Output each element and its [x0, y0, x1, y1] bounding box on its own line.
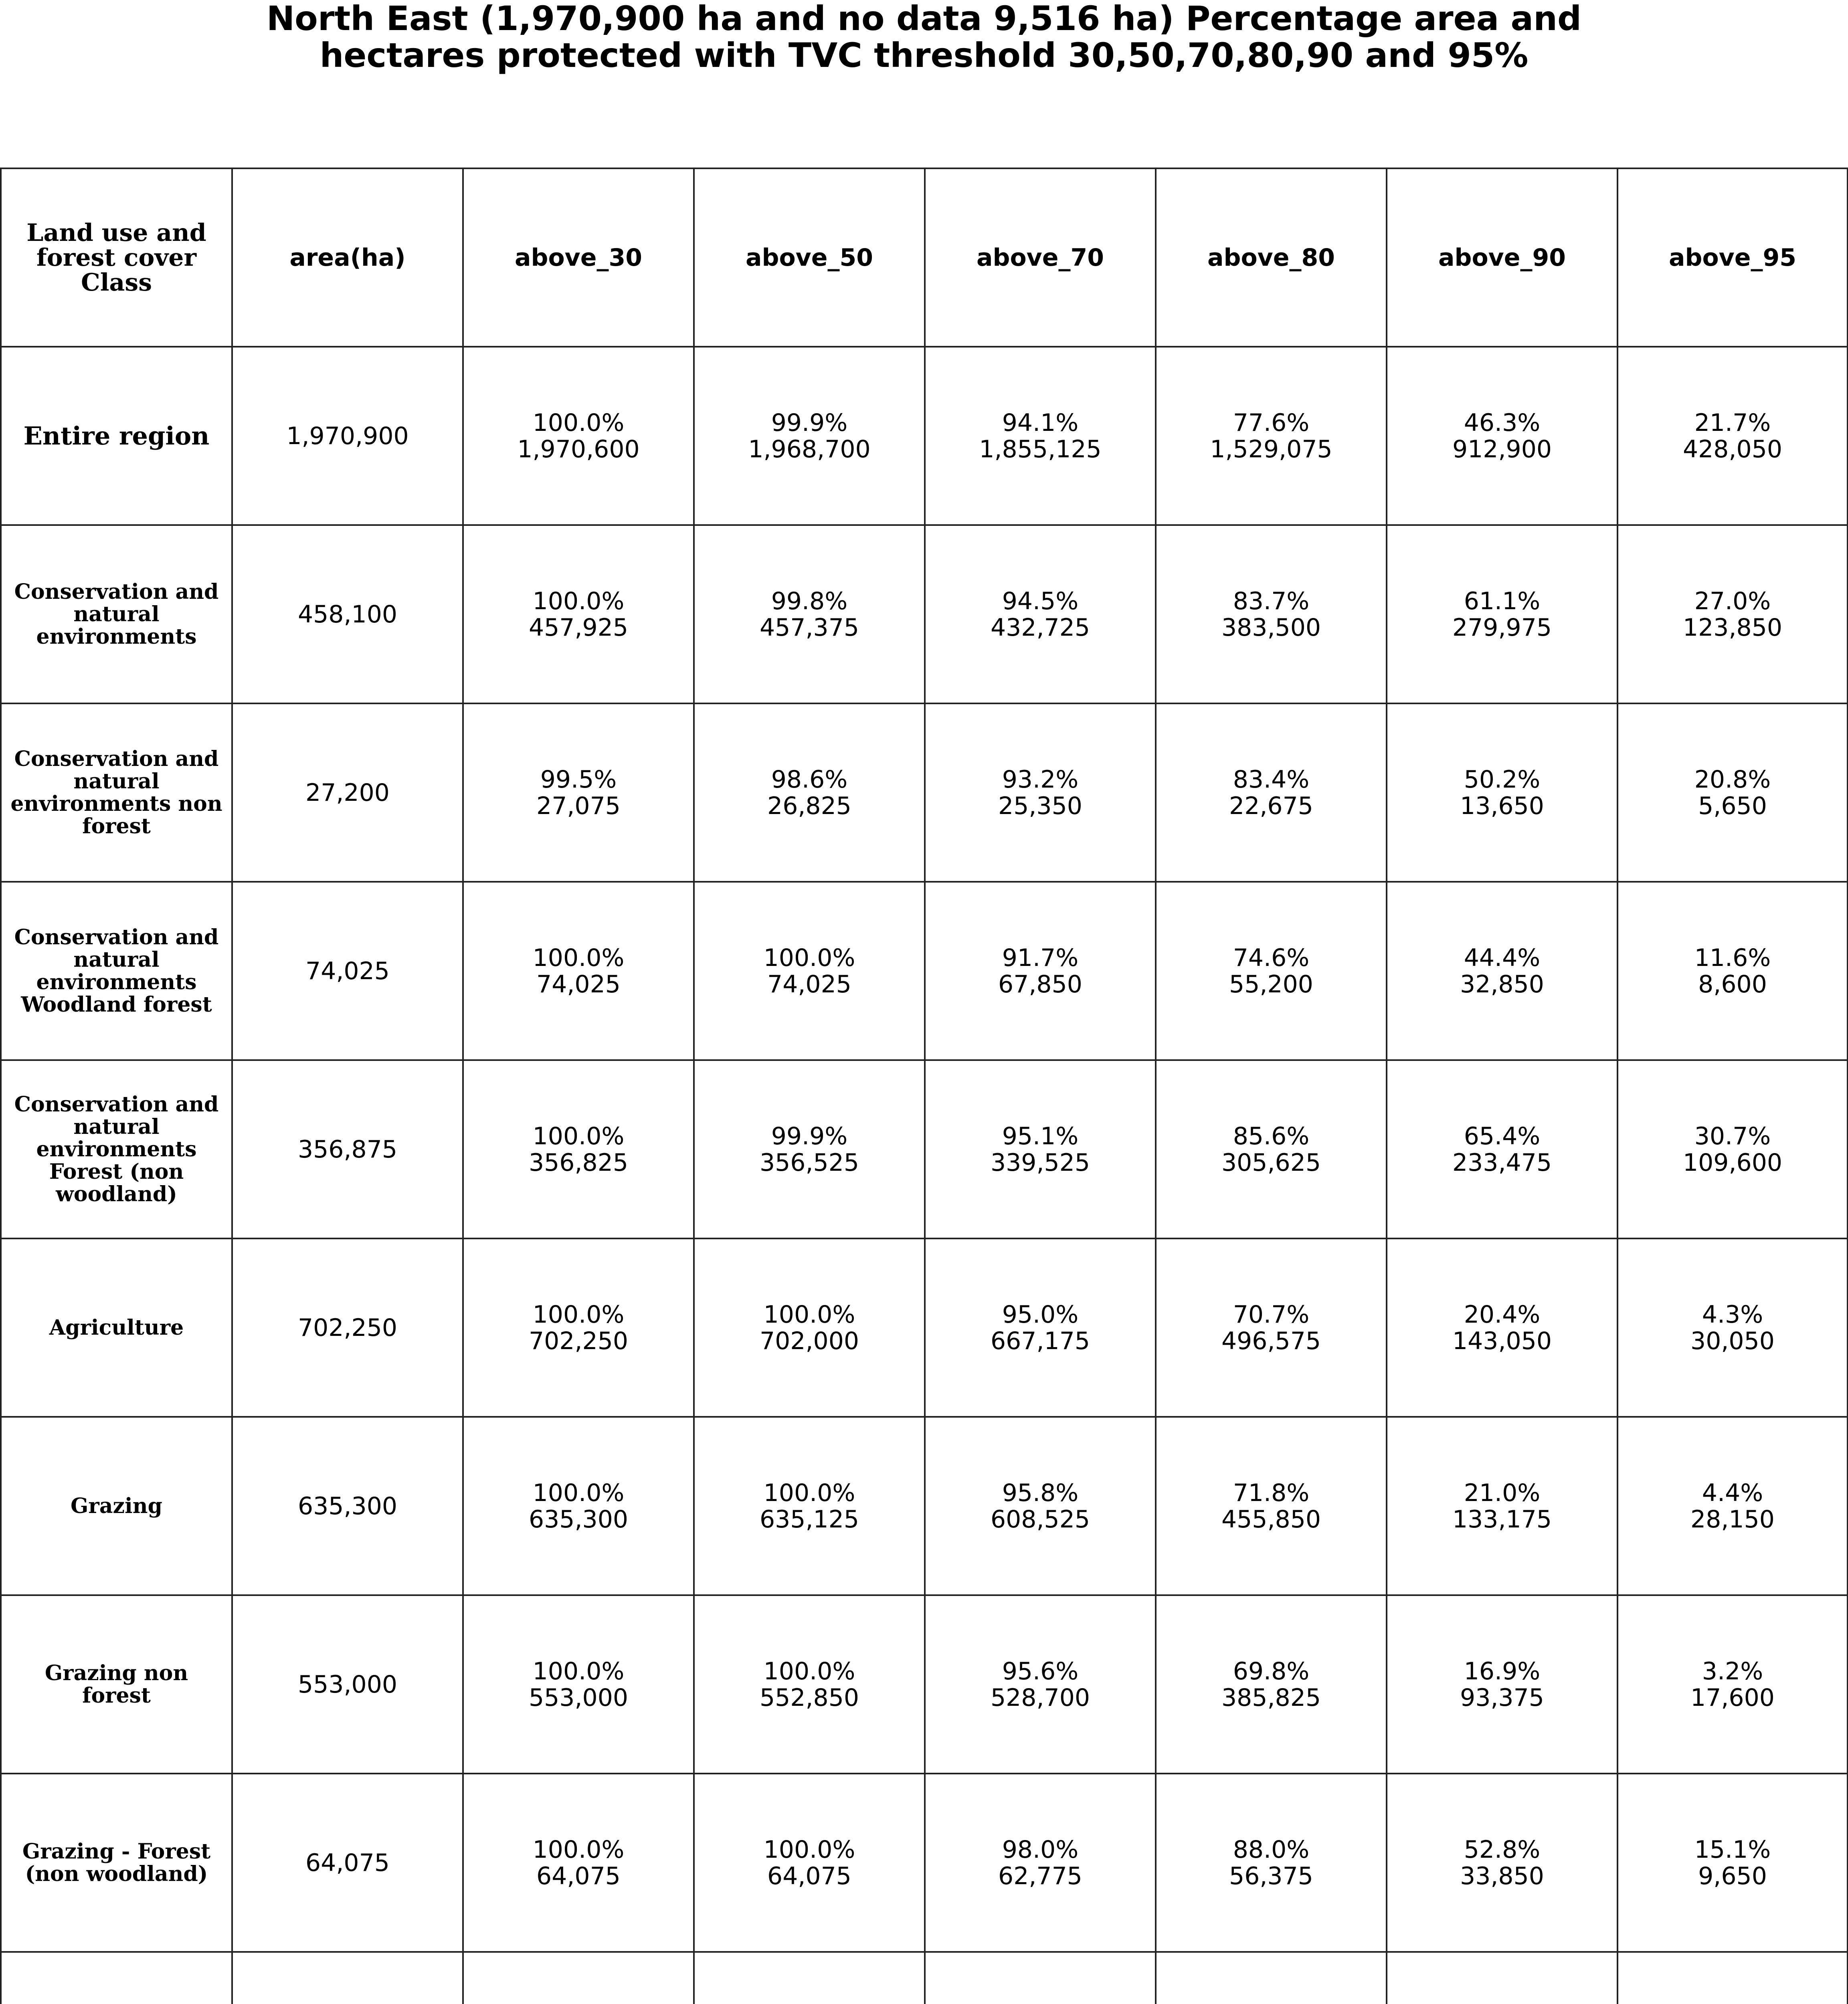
- cell-percent: 95.6%: [1002, 1657, 1079, 1685]
- threshold-cell: [694, 1774, 925, 1952]
- cell-hectares: 56,375: [1229, 1862, 1313, 1890]
- cell-hectares: 22,675: [1229, 792, 1313, 820]
- cell-percent: 74.6%: [1233, 943, 1310, 972]
- row-class-label: Entire region: [1, 347, 232, 525]
- table-row: [1, 1060, 1848, 1238]
- threshold-cell: [694, 703, 925, 882]
- row-area: 458,100: [232, 525, 463, 703]
- cell-percent: 100.0%: [763, 1479, 855, 1507]
- cell-hectares: 635,125: [759, 1505, 859, 1533]
- threshold-cell: [1387, 347, 1618, 525]
- cell-percent: 99.8%: [771, 587, 848, 615]
- cell-percent: 30.7%: [1694, 1122, 1771, 1150]
- cell-percent: 100.0%: [532, 587, 625, 615]
- cell-hectares: 74,025: [536, 970, 621, 998]
- threshold-cell: [694, 1595, 925, 1774]
- header-above-90: above_90: [1387, 168, 1618, 347]
- cell-percent: 83.7%: [1233, 587, 1310, 615]
- cell-percent: 95.1%: [1002, 1122, 1079, 1150]
- threshold-cell: [1387, 525, 1618, 703]
- cell-hectares: 55,200: [1229, 970, 1313, 998]
- table-row: [1, 1595, 1848, 1774]
- cell-hectares: 432,725: [990, 613, 1090, 642]
- header-row: [1, 168, 1848, 347]
- cell-hectares: 62,775: [998, 1862, 1082, 1890]
- title-line-1: North East (1,970,900 ha and no data 9,516 ha) Percentage area and: [266, 0, 1582, 38]
- cell-percent: 85.6%: [1233, 1122, 1310, 1150]
- cell-hectares: 13,650: [1460, 792, 1544, 820]
- cell-percent: 11.6%: [1694, 943, 1771, 972]
- cell-percent: 91.7%: [1002, 943, 1079, 972]
- threshold-cell: [1387, 1952, 1618, 2004]
- threshold-cell: [925, 703, 1156, 882]
- threshold-cell: [1387, 1417, 1618, 1595]
- cell-percent: 99.9%: [771, 408, 848, 437]
- row-class-label: Agriculture: [1, 1238, 232, 1417]
- cell-hectares: 123,850: [1682, 613, 1783, 642]
- cell-hectares: 93,375: [1460, 1683, 1544, 1712]
- cell-percent: 20.4%: [1464, 1300, 1541, 1329]
- table-row: [1, 703, 1848, 882]
- threshold-cell: [463, 1060, 694, 1238]
- cell-hectares: 356,825: [528, 1148, 629, 1177]
- threshold-cell: [1618, 1417, 1848, 1595]
- cell-percent: 100.0%: [532, 1300, 625, 1329]
- cell-percent: 52.8%: [1464, 1835, 1541, 1864]
- cell-hectares: 1,855,125: [979, 435, 1102, 463]
- cell-percent: 100.0%: [763, 943, 855, 972]
- threshold-cell: [1387, 882, 1618, 1060]
- threshold-cell: [463, 1238, 694, 1417]
- cell-percent: 100.0%: [532, 1479, 625, 1507]
- cell-percent: 16.9%: [1464, 1657, 1541, 1685]
- header-above-30: above_30: [463, 168, 694, 347]
- threshold-cell: [1387, 703, 1618, 882]
- cell-hectares: 496,575: [1221, 1327, 1321, 1355]
- cell-percent: 93.2%: [1002, 765, 1079, 794]
- cell-percent: 83.4%: [1233, 765, 1310, 794]
- threshold-cell: [694, 1952, 925, 2004]
- cell-hectares: 428,050: [1682, 435, 1783, 463]
- cell-percent: 69.8%: [1233, 1657, 1310, 1685]
- threshold-cell: [1618, 1595, 1848, 1774]
- cell-percent: 15.1%: [1694, 1835, 1771, 1864]
- cell-percent: 61.1%: [1464, 587, 1541, 615]
- cell-percent: 100.0%: [532, 1657, 625, 1685]
- row-class-label: Conservation and natural environments Woodland forest: [1, 882, 232, 1060]
- threshold-cell: [694, 882, 925, 1060]
- threshold-cell: [1156, 1238, 1387, 1417]
- cell-hectares: 552,850: [759, 1683, 859, 1712]
- threshold-cell: [1618, 347, 1848, 525]
- cell-hectares: 67,850: [998, 970, 1082, 998]
- row-class-label: Conservation and natural environments non forest: [1, 703, 232, 882]
- cell-hectares: 667,175: [990, 1327, 1090, 1355]
- protection-table: [0, 168, 1848, 2004]
- cell-hectares: 1,968,700: [748, 435, 871, 463]
- cell-percent: 77.6%: [1233, 408, 1310, 437]
- threshold-cell: [925, 1595, 1156, 1774]
- table-row: [1, 1238, 1848, 1417]
- cell-percent: 70.7%: [1233, 1300, 1310, 1329]
- threshold-cell: [925, 1952, 1156, 2004]
- cell-hectares: 1,529,075: [1210, 435, 1332, 463]
- table-row: [1, 525, 1848, 703]
- cell-hectares: 457,375: [759, 613, 859, 642]
- threshold-cell: [1618, 1774, 1848, 1952]
- threshold-cell: [1387, 1595, 1618, 1774]
- threshold-cell: [1156, 882, 1387, 1060]
- threshold-cell: [925, 882, 1156, 1060]
- header-class: Land use and forest cover Class: [1, 168, 232, 347]
- table-row: [1, 347, 1848, 525]
- cell-hectares: 385,825: [1221, 1683, 1321, 1712]
- cell-percent: 94.1%: [1002, 408, 1079, 437]
- cell-hectares: 5,650: [1698, 792, 1767, 820]
- header-above-50: above_50: [694, 168, 925, 347]
- row-class-label: Grazing: [1, 1417, 232, 1595]
- cell-hectares: 30,050: [1690, 1327, 1775, 1355]
- cell-hectares: 64,075: [767, 1862, 851, 1890]
- cell-hectares: 233,475: [1452, 1148, 1552, 1177]
- cell-percent: 46.3%: [1464, 408, 1541, 437]
- cell-hectares: 528,700: [990, 1683, 1090, 1712]
- cell-hectares: 109,600: [1682, 1148, 1783, 1177]
- cell-hectares: 28,150: [1690, 1505, 1775, 1533]
- row-area: 702,250: [232, 1238, 463, 1417]
- cell-hectares: 143,050: [1452, 1327, 1552, 1355]
- threshold-cell: [463, 1774, 694, 1952]
- cell-percent: 88.0%: [1233, 1835, 1310, 1864]
- cell-hectares: 1,970,600: [517, 435, 640, 463]
- threshold-cell: [463, 347, 694, 525]
- threshold-cell: [1618, 525, 1848, 703]
- row-area: 27,200: [232, 703, 463, 882]
- cell-percent: 20.8%: [1694, 765, 1771, 794]
- threshold-cell: [1156, 1774, 1387, 1952]
- cell-percent: 100.0%: [532, 1835, 625, 1864]
- row-class-label: Grazing non forest: [1, 1595, 232, 1774]
- cell-hectares: 455,850: [1221, 1505, 1321, 1533]
- threshold-cell: [463, 1595, 694, 1774]
- row-class-label: Conservation and natural environments Forest (non woodland): [1, 1060, 232, 1238]
- header-above-80: above_80: [1156, 168, 1387, 347]
- threshold-cell: [694, 1238, 925, 1417]
- cell-percent: 3.2%: [1702, 1657, 1763, 1685]
- threshold-cell: [1156, 703, 1387, 882]
- cell-hectares: 133,175: [1452, 1505, 1552, 1533]
- cell-hectares: 702,000: [759, 1327, 859, 1355]
- row-area: 553,000: [232, 1595, 463, 1774]
- threshold-cell: [694, 525, 925, 703]
- cell-hectares: 356,525: [759, 1148, 859, 1177]
- table-body: [1, 347, 1848, 2004]
- cell-percent: 100.0%: [763, 1835, 855, 1864]
- cell-hectares: 17,600: [1690, 1683, 1775, 1712]
- cell-hectares: 32,850: [1460, 970, 1544, 998]
- cell-hectares: 33,850: [1460, 1862, 1544, 1890]
- cell-percent: 95.0%: [1002, 1300, 1079, 1329]
- cell-hectares: 383,500: [1221, 613, 1321, 642]
- cell-percent: 95.8%: [1002, 1479, 1079, 1507]
- header-area-ha-: area(ha): [232, 168, 463, 347]
- cell-hectares: 553,000: [528, 1683, 629, 1712]
- cell-hectares: 635,300: [528, 1505, 629, 1533]
- page-title: [0, 0, 1848, 74]
- cell-hectares: 27,075: [536, 792, 621, 820]
- cell-percent: 100.0%: [763, 1657, 855, 1685]
- cell-hectares: 8,600: [1698, 970, 1767, 998]
- threshold-cell: [1156, 1417, 1387, 1595]
- cell-percent: 4.3%: [1702, 1300, 1763, 1329]
- cell-percent: 21.0%: [1464, 1479, 1541, 1507]
- threshold-cell: [1387, 1060, 1618, 1238]
- row-area: 1,970,900: [232, 347, 463, 525]
- cell-percent: 99.5%: [540, 765, 617, 794]
- threshold-cell: [463, 1952, 694, 2004]
- threshold-cell: [1618, 1060, 1848, 1238]
- threshold-cell: [1618, 882, 1848, 1060]
- cell-hectares: 912,900: [1452, 435, 1552, 463]
- row-area: 64,075: [232, 1774, 463, 1952]
- table-row: [1, 1417, 1848, 1595]
- threshold-cell: [694, 347, 925, 525]
- cell-percent: 94.5%: [1002, 587, 1079, 615]
- threshold-cell: [1618, 703, 1848, 882]
- cell-hectares: 64,075: [536, 1862, 621, 1890]
- cell-hectares: 279,975: [1452, 613, 1552, 642]
- threshold-cell: [925, 1060, 1156, 1238]
- threshold-cell: [1156, 1952, 1387, 2004]
- cell-hectares: 9,650: [1698, 1862, 1767, 1890]
- threshold-cell: [925, 1417, 1156, 1595]
- cell-percent: 100.0%: [532, 943, 625, 972]
- cell-percent: 100.0%: [763, 1300, 855, 1329]
- header-above-95: above_95: [1618, 168, 1848, 347]
- cell-percent: 100.0%: [532, 1122, 625, 1150]
- cell-hectares: 74,025: [767, 970, 851, 998]
- cell-hectares: 26,825: [767, 792, 851, 820]
- cell-percent: 100.0%: [532, 408, 625, 437]
- cell-hectares: 608,525: [990, 1505, 1090, 1533]
- cell-percent: 99.9%: [771, 1122, 848, 1150]
- threshold-cell: [925, 347, 1156, 525]
- threshold-cell: [1156, 347, 1387, 525]
- cell-percent: 44.4%: [1464, 943, 1541, 972]
- threshold-cell: [1618, 1952, 1848, 2004]
- threshold-cell: [925, 525, 1156, 703]
- cell-percent: 4.4%: [1702, 1479, 1763, 1507]
- cell-percent: 98.6%: [771, 765, 848, 794]
- cell-percent: 65.4%: [1464, 1122, 1541, 1150]
- cell-hectares: 702,250: [528, 1327, 629, 1355]
- row-area: 356,875: [232, 1060, 463, 1238]
- cell-percent: 21.7%: [1694, 408, 1771, 437]
- threshold-cell: [1156, 1595, 1387, 1774]
- table-row: [1, 882, 1848, 1060]
- table-row: [1, 1774, 1848, 1952]
- row-class-label: Conservation and natural environments: [1, 525, 232, 703]
- cell-hectares: 339,525: [990, 1148, 1090, 1177]
- threshold-cell: [1387, 1238, 1618, 1417]
- threshold-cell: [463, 882, 694, 1060]
- header-above-70: above_70: [925, 168, 1156, 347]
- row-area: 74,025: [232, 882, 463, 1060]
- cell-percent: 71.8%: [1233, 1479, 1310, 1507]
- row-class-label: [1, 1952, 232, 2004]
- row-area: 635,300: [232, 1417, 463, 1595]
- title-line-2: hectares protected with TVC threshold 30,50,70,80,90 and 95%: [319, 36, 1529, 75]
- threshold-cell: [1156, 525, 1387, 703]
- row-area: [232, 1952, 463, 2004]
- cell-percent: 27.0%: [1694, 587, 1771, 615]
- threshold-cell: [1156, 1060, 1387, 1238]
- cell-hectares: 25,350: [998, 792, 1082, 820]
- threshold-cell: [463, 525, 694, 703]
- threshold-cell: [463, 703, 694, 882]
- threshold-cell: [1618, 1238, 1848, 1417]
- threshold-cell: [1387, 1774, 1618, 1952]
- cell-percent: 50.2%: [1464, 765, 1541, 794]
- threshold-cell: [925, 1774, 1156, 1952]
- cell-hectares: 305,625: [1221, 1148, 1321, 1177]
- threshold-cell: [694, 1417, 925, 1595]
- threshold-cell: [694, 1060, 925, 1238]
- cell-percent: 98.0%: [1002, 1835, 1079, 1864]
- row-class-label: Grazing - Forest (non woodland): [1, 1774, 232, 1952]
- cell-hectares: 457,925: [528, 613, 629, 642]
- table-row: [1, 1952, 1848, 2004]
- threshold-cell: [925, 1238, 1156, 1417]
- threshold-cell: [463, 1417, 694, 1595]
